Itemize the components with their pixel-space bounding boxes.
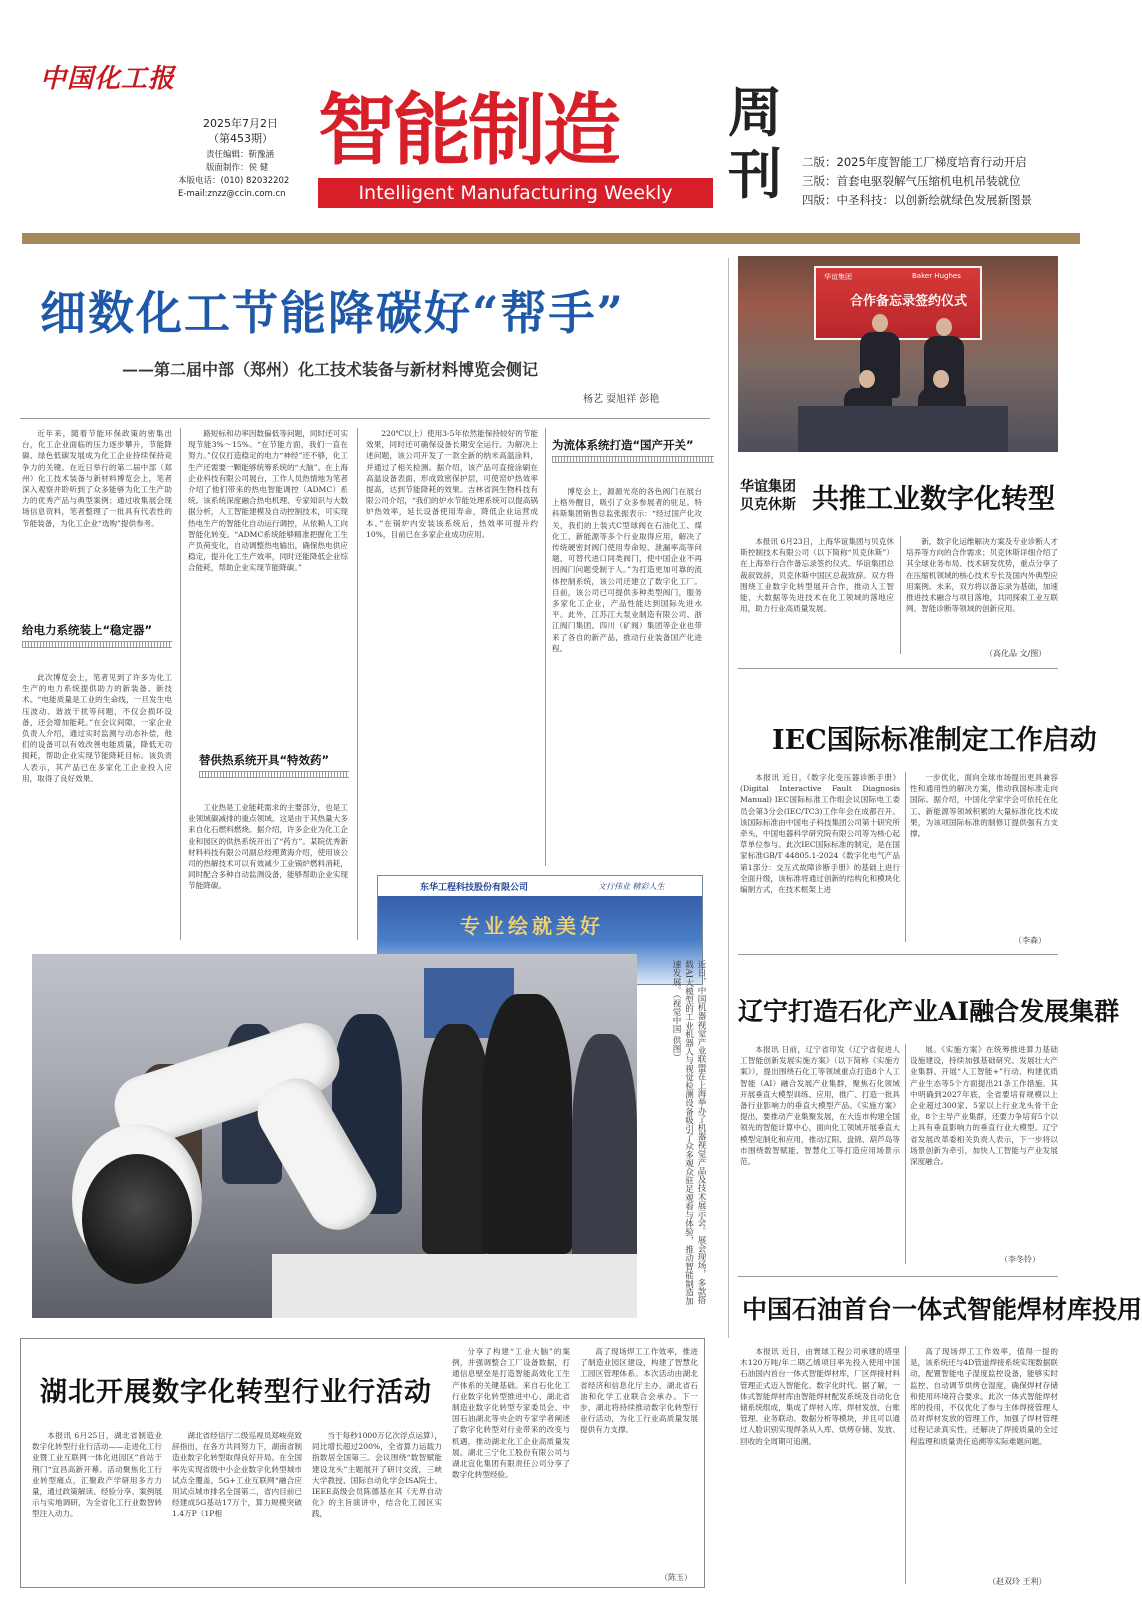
weekly-label: [722, 82, 788, 206]
right3-paragraph: 本报讯 日前，辽宁省印发《辽宁省促进人工智能创新发展实施方案》（以下简称《实施方案》），提出围绕石化工等领域重点打造8个人工智能（AI）融合发展产业集群，聚焦石化领域开展垂直大模型训练、应用，推广、打造一批具备行业影响力的垂直大模型产品。《实施方案》提出，要推动产业集聚发展，在大连市构建全国领先的智能计算中心，面向化工领域开展垂直大模型定制化和应用，推动辽阳、盘锦、葫芦岛等市围绕数智赋能、智慧化工等打造应用场景示范。: [740, 1045, 900, 1167]
bottom-col-5: [580, 1346, 698, 1566]
column-divider: [357, 428, 358, 940]
weekly-label-text: 周刊: [728, 81, 782, 206]
person: [933, 370, 949, 388]
column-divider: [545, 428, 546, 866]
bottom-col-3: [312, 1430, 442, 1580]
lead-headline[interactable]: 细数化工节能降碳好“帮手”: [40, 286, 625, 340]
masthead-info: [178, 116, 303, 201]
lead-col-4: [552, 486, 702, 864]
right4-byline: （赵双玲 王利）: [988, 1577, 1047, 1586]
article-divider: [738, 668, 1058, 669]
article-divider: [738, 954, 1058, 955]
right1-company-label: 华谊集团 贝克休斯: [740, 479, 796, 513]
ad-slogan: 文行伟业 精彩人生: [598, 882, 665, 891]
visitor: [482, 994, 572, 1254]
right3-headline[interactable]: 辽宁打造石化产业AI融合发展集群: [738, 997, 1120, 1026]
right3-paragraph: 展。《实施方案》在统筹推进算力基础设施建设，持续加强基础研究、发展壮大产业集群、开展“人工智能+”行动、构建优质产业生态等5个方面提出21条工作措施。其中明确到2027年底，全省要培育规模以上企业超过300家、5家以上行业龙头骨干企业，8个主导产业集群，还要力争培育5个以上具有垂直影响力的垂直行业大模型。辽宁省发展改革委相关负责人表示，下一步将以场景创新为牵引，加快人工智能与产业发展深度融合。: [910, 1045, 1058, 1167]
contents-item[interactable]: 四版：中圣科技：以创新绘就绿色发展新图景: [802, 193, 1032, 207]
signing-ceremony-photo: [738, 256, 1058, 452]
lead-paragraph: 工业热是工业能耗需求的主要部分，也是工业领域碳减排的重点领域。这是由于其热量大多来自化石燃料燃烧。据介绍，许多企业为化工企业和园区的供热系统开出了“药方”。某院优秀新材料科技有限公司副总经理黄海介绍，使用该公司的热解技术可以有效减少工业锅炉燃料消耗，同时配合多种自动监测设备，能够帮助企业实现节能降碳。: [188, 803, 348, 891]
lead-col-2: [188, 428, 348, 726]
right1-paragraph: 本报讯 6月23日，上海华谊集团与贝克休斯控制技术有限公司（以下简称“贝克休斯”）在上海举行合作备忘录签约仪式。华谊集团总裁叙致辞，贝克休斯中国区总裁致辞。双方将围绕工业数字化转型展开合作，推动人工智能、大数据等先进技术在化工领域的落地应用，助力行业高质量发展。: [740, 537, 894, 614]
display-table: [272, 1254, 637, 1318]
right4-col-1: [740, 1346, 900, 1586]
lead-subhead-power: 给电力系统装上“稳定器”: [22, 622, 152, 642]
lead-byline: 杨艺 耍旭祥 彭艳: [583, 394, 660, 405]
lead-paragraph: 路短标和功率因数偏低等问题，同时还可实现节能3%～15%。“在节能方面，我们一直在努力。”仅仅打造稳定的电力“神经”还不够，化工生产还需要一颗能够统筹系统的“大脑”。在上海企业科技有限公司展台，工作人员热情地为笔者介绍了他们带来的热电智能调控（ADMC）系统。该系统深度融合热电机理、专家知识与大数据分析，人工智能建模及自动控制技术，可实现热电生产的智能化自动运行调控，从依赖人工向智能化转变。“ADMC系统能够精准把握化工生产负荷变化，自动调整热电输出，确保热电供应稳定，提升化工生产效率，同时还能降低企业综合能耗，帮助企业实现节能降碳。”: [188, 429, 348, 573]
lead-subhead-heat: 替供热系统开具“特效药”: [199, 752, 329, 772]
bottom-paragraph: 高了现场焊工工作效率，推进了制造业园区建设，构建了智慧化工园区管理体系。本次活动由湖北省经济和信息化厅主办，湖北省石油和化学工业联合会承办。下一步，湖北将持续推动数字化转型行业行活动，为化工行业高质量发展提供有力支撑。: [580, 1347, 698, 1435]
ad-company-name: 东华工程科技股份有限公司: [420, 883, 529, 893]
right3-col-1: [740, 1044, 900, 1264]
bottom-col-2: [172, 1430, 302, 1580]
lead-subhead-valve: 为流体系统打造“国产开关”: [552, 437, 694, 457]
lead-paragraph: 220℃以上）使用3-5年依然能保持较好的节能效果，同时还可确保设备长期安全运行。为解决上述问题，该公司开发了一款全新的纳米高温涂料，并通过了相关检测。据介绍，该产品可直接涂刷在高温设备表面，形成致密保护层，可使窑炉热效率提高，达到节能降耗的效果。吉林省润生物科技有限公司介绍，“我们的炉水节能处理系统可以提高锅炉热效率，延长设备使用寿命，降低企业运营成本。”在锅炉内安装该系统后，热效率可提升约10%，目前已在多家企业成功应用。: [366, 429, 538, 539]
screen-brand-b: Baker Hughes: [912, 272, 961, 280]
right1-col-1: [740, 536, 894, 654]
bottom-col-1: [32, 1430, 162, 1580]
right1-paragraph: 新，数字化运维解决方案及专业诊断人才培养等方向的合作需求；贝克休斯详细介绍了其全球业务布局、技术研发优势，重点分享了在压缩机领域的核心技术专长及国内外典型应用案例。未来，双方将以备忘录为基础，加速推进技术融合与项目落地，共同探索工业互联网、智能诊断等领域的创新应用。: [906, 537, 1058, 614]
right2-paragraph: 本报讯 近日，《数字化变压器诊断手册》(Digital Interactive Fault Diagnosis Manual) IEC国际标准工作组会议国际电工委员会第3分会(IEC/TC3)工作年会在成都召开。该国际标准由中国电子科技集团公司第十研究所牵头，中国电器科学研究院有限公司等为核心起草单位参与。此次IEC国际标准的制定，是在国家标准GB/T 44805.1-2024《数字化电气产品 第1部分：交互式故障诊断手册》的基础上进行全面升级，该标准将通过创新的结构化和模块化编制方式，在技术框架上进: [740, 773, 900, 895]
bottom-col-4: [452, 1346, 570, 1580]
issue-number: （第453期）: [208, 132, 273, 145]
screen-title: 合作备忘录签约仪式: [850, 294, 968, 309]
person: [872, 314, 888, 332]
person: [859, 370, 875, 388]
right2-byline: （李森）: [1014, 936, 1046, 945]
bottom-byline: （陈玉）: [660, 1573, 692, 1582]
contents-item[interactable]: 二版：2025年度智能工厂梯度培育行动开启: [802, 155, 1027, 169]
right2-col-2: [910, 772, 1058, 928]
right4-headline[interactable]: 中国石油首台一体式智能焊材库投用: [742, 1295, 1142, 1324]
lead-rule: [20, 418, 710, 419]
bottom-paragraph: 本报讯 6月25日，湖北省制造业数字化转型行业行活动——走进化工行业暨工业互联网一体化进园区”首站于荆门“宜昌高新开幕。活动聚焦化工行业转型痛点，汇聚政产学研用多方力量，通过政策解读、经验分享、案例展示与实地调研，为全省化工行业数智转型注入动力。: [32, 1431, 162, 1519]
column-divider: [905, 772, 906, 942]
right1-byline: （高化品 文/图）: [985, 649, 1047, 658]
signing-table: [798, 406, 1008, 452]
right4-paragraph: 高了现场焊工工作效率，值得一提的是，该系统还与4D管道焊接系统实现数据联动，配置智能电子湿度监控设备，能够实时监控、自动调节烘烤仓湿度，确保焊材存储和使用环境符合要求。此次一体式智能焊材库的投用，不仅优化了参与主体焊接管理人员对焊材发放的管理工作，加强了焊材管理过程记录真实性，还解决了焊接质量的全过程监理和质量责任追溯等实际难题问题。: [910, 1347, 1058, 1446]
right4-col-2: [910, 1346, 1058, 1572]
lead-col-1: [22, 428, 172, 596]
person: [936, 318, 952, 336]
lead-col-1b: [22, 672, 172, 942]
ceremony-screen: [814, 266, 982, 340]
lead-paragraph: 此次博览会上，笔者见到了许多为化工生产的电力系统提供助力的新装备、新技术。“电能质量是工业的生命线，一旦发生电压波动、谐波干扰等问题，不仅会损坏设备，还会增加能耗。”在会议间隙，一家企业负责人介绍，通过实时监测与动态补偿，他们的设备可以有效改善电能质量，降低无功损耗，帮助企业实现节能降耗目标。该负责人表示，其产品已在多家化工企业投入应用，取得了良好效果。: [22, 673, 172, 783]
right1-col-2: [906, 536, 1058, 640]
ad-headline: 专业绘就美好: [460, 914, 604, 938]
bottom-paragraph: 湖北省经信厅二级巡视员郑峻亮致辞指出，在各方共同努力下，湖南省制造业数字化转型取得良好开局。在全国率先实现省级中小企业数字化转型城市试点全覆盖，5G+工业互联网“融合应用试点城市排名全国第二，省内目前已经建成5G基站17万个，算力规模突破1.4万P（1P相: [172, 1431, 302, 1519]
article-divider: [738, 1276, 1058, 1277]
masthead-divider: [22, 233, 1080, 244]
right2-col-1: [740, 772, 900, 942]
weekly-title: 智能制造: [318, 86, 619, 176]
screen-brand-a: 华谊集团: [824, 273, 852, 281]
weekly-english-title: Intelligent Manufacturing Weekly: [318, 178, 713, 208]
bottom-headline[interactable]: 湖北开展数字化转型行业行活动: [40, 1377, 432, 1408]
lead-paragraph: 博览会上，源源光亮的各色阀门在展台上格外醒目，吸引了众多参展者的驻足。特科斯集团销售总监张振表示：“经过国产化攻关，我们的上装式C型球阀在石油化工、煤化工、新能源等多个行业取得应用，解决了传统硬密封阀门使用寿命短、泄漏率高等问题，可替代进口同类阀门，使中国企业不再因阀门问题受制于人。”为打造更加可靠的流体控制系统，该公司还建立了数字化工厂。目前，该公司已可提供多种类型阀门，服务多家化工企业，产品性能达到国际先进水平。此外，江苏江大泵业制造有限公司、浙江阀门集团、四川（矿阀）集团等企业也带来了各自的新产品，推动行业装备国产化进程。: [552, 487, 702, 653]
contents-item[interactable]: 三版：首套电驱裂解气压缩机电机吊装就位: [802, 174, 1021, 188]
right3-byline: （李冬铃）: [1000, 1255, 1040, 1264]
bottom-paragraph: 分享了构建“工业大脑”的案例，并强调整合工厂设备数据，打通信息壁垒是打造智能高效化工生产体系的关键基础。来自石化化工行业数字化转型推进中心、湖北省制造业数字化转型专家委员会、中国石油湖北等央企的专家学者阐述了数字化转型对行业带来的改变与机遇，推动湖北化工企业高质量发展。湖北三宁化工股份有限公司与湖北宜化集团有限责任公司分享了数字化转型经验。: [452, 1347, 570, 1480]
email-line: E-mail:znzz@ccin.com.cn: [178, 189, 286, 199]
bottom-paragraph: 当于每秒1000万亿次浮点运算），同比增长超过200%，全省算力运载力指数居全国第三。会议围绕“数智赋能 建设龙头”主题展开了研讨交流，三峡大学教授、国际自动化学会ISA院士、IEEE高级会员陈德基在其《无界自动化》的主旨演讲中，结合化工园区实践，: [312, 1431, 442, 1519]
editor-line: 责任编辑：靳豫涵: [206, 150, 275, 160]
phone-line: 本版电话：(010) 82032202: [178, 176, 290, 186]
contents-list: [802, 153, 1087, 210]
column-divider: [180, 428, 181, 940]
lead-subheadline: ——第二届中部（郑州）化工技术装备与新材料博览会侧记: [122, 360, 539, 379]
section-divider: [728, 258, 729, 1338]
column-divider: [905, 1044, 906, 1264]
lead-col-2b: [188, 802, 348, 942]
right4-paragraph: 本报讯 近日，由寰球工程公司承建的塔里木120万吨/年二期乙烯项目率先投入使用中国石油国内首台一体式智能焊材库，厂区焊接材料管理正式迈入智能化、数字化时代。据了解，一体式智能焊材库由智能焊材配发系统及自动化仓储系统组成，集成了焊材入库、焊材发放、台账管理、业务联动、数据分析等模块，并且可以通过人脸识别实现焊条从入库、烘烤存储、发放、回收的全周期可追溯。: [740, 1347, 900, 1446]
right2-paragraph: 一步优化，面向全球市场提出更具兼容性和通用性的解决方案，推动我国标准走向国际。据介绍，中国化学家学会可依托在化工、新能源等领域积累的大量标准化技术成果，为该项国际标准的制修订提供强有力支撑。: [910, 773, 1058, 839]
visitor: [572, 1034, 637, 1274]
issue-date: 2025年7月2日: [203, 117, 278, 130]
right1-headline[interactable]: 共推工业数字化转型: [812, 484, 1055, 515]
newspaper-logo: 中国化工报: [40, 64, 176, 94]
column-divider: [900, 536, 901, 654]
right3-col-2: [910, 1044, 1058, 1250]
designer-line: 版面制作：侯 健: [206, 163, 269, 173]
photo-caption: 近日，中国机器视觉产业联盟在上海举办了机器视觉产品及技术展示会。展会现场，多款搭载AI大模型的工业机器人与视觉检测设备吸引了众多观众驻足观看与体验，推动智能制造加速发展。（视觉中国 供图）: [671, 960, 706, 1306]
lead-col-3: [366, 428, 538, 864]
column-divider: [905, 1346, 906, 1584]
lead-paragraph: 近年来，随着节能环保政策的密集出台，化工企业面临的压力逐步攀升，节能降碳、绿色低碳发展成为化工企业持续保持竞争力的关键。在近日举行的第二届中部（郑州）化工技术装备与新材料博览会上，笔者深入观察并聆听到了众多能够为化工生产助力的优秀产品与典型案例；通过收集展会现场信息资料，笔者整理了一批具有代表性的节能装备，为化工企业“选购”提供参考。: [22, 429, 172, 528]
right2-headline[interactable]: IEC国际标准制定工作启动: [772, 725, 1097, 756]
robot-arm-expo-photo: [32, 954, 637, 1318]
robot-arm-base: [82, 1154, 192, 1284]
